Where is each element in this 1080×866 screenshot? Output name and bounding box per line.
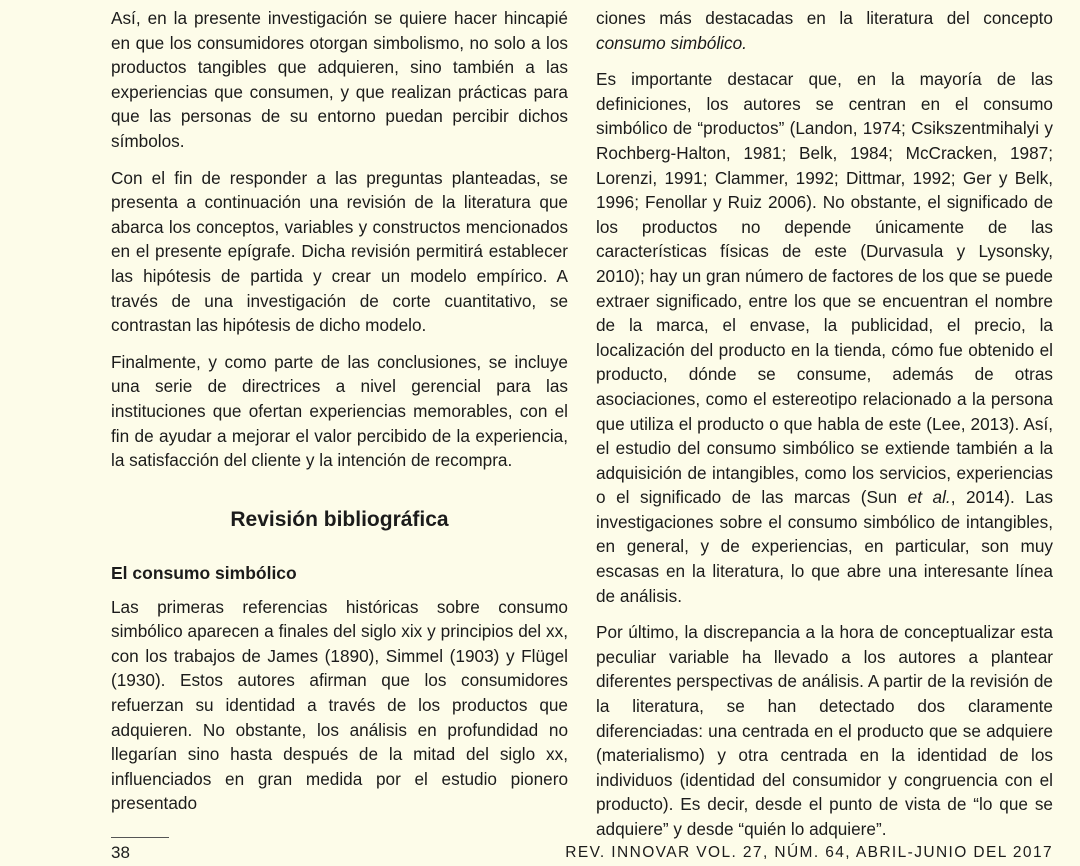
journal-reference: REV. INNOVAR VOL. 27, NÚM. 64, ABRIL-JUNIO DEL 2017: [565, 844, 1053, 861]
section-heading: Revisión bibliográfica: [230, 507, 449, 531]
paragraph: Las primeras referencias históricas sobre consumo simbólico aparecen a finales del siglo xix y principios del xx, con los trabajos de James (1890), Simmel (1903) y Flügel (1930). Estos autores afirman que los consumidores refuerzan su identidad a través de los productos que adquieren. No obstante, los análisis en profundidad no llegarían sino hasta después de la mitad del siglo xx, influenciados en gran medida por el estudio pionero presentado: [111, 596, 568, 814]
page-number: 38: [111, 843, 130, 862]
paragraph: Con el fin de responder a las preguntas planteadas, se presenta a continuación una revisión de la literatura que abarca los conceptos, variables y constructos mencionados en el presente epígrafe. Dicha revisión permitirá establecer las hipótesis de partida y crear un modelo empírico. A través de una investigación de corte cuantitativo, se contrastan las hipótesis de dicho modelo.: [111, 167, 568, 336]
paragraph-text: ciones más destacadas en la literatura del concepto: [596, 8, 1053, 28]
subsection-heading: El consumo simbólico: [111, 562, 297, 583]
paragraph-text: Es importante destacar que, en la mayoría de las definiciones, los autores se centran en el consumo simbólico de “productos” (Landon, 1974; Csikszentmihalyi y Rochberg-Halton, 1981; Belk, 1984; McCracken, 1987; Lorenzi, 1991; Clammer, 1992; Dittmar, 1992; Ger y Belk, 1996; Fenollar y Ruiz 2006). No obstante, el significado de los productos no depende únicamente de las características físicas de este (Durvasula y Lysonsky, 2010); hay un gran número de factores de los que se puede extraer significado, entre los que se encuentran el nombre de la marca, el envase, la publicidad, el precio, la localización del producto en la tienda, cómo fue obtenido el producto, dónde se consume, además de otras asociaciones, como el estereotipo relacionado a la persona que utiliza el producto o que habla de este (Lee, 2013). Así, el estudio del consumo simbólico se extiende también a la adquisición de intangibles, como los servicios, experiencias o el significado de las marcas (Sun: [596, 69, 1053, 508]
italic-citation: et al.: [907, 487, 951, 508]
right-column: [596, 6, 1053, 854]
paragraph-continued: [596, 6, 1053, 55]
italic-term: consumo simbólico.: [596, 32, 747, 53]
paragraph-text: , 2014). Las investigaciones sobre el consumo simbólico de intangibles, en general, y de experiencias, en particular, son muy escasas en la literatura, lo que abre una interesante línea de análisis.: [596, 487, 1053, 606]
paragraph: Así, en la presente investigación se quiere hacer hincapié en que los consumidores otorgan simbolismo, no solo a los productos tangibles que adquieren, sino también a las experiencias que consumen, y que realizan prácticas para que las personas de su entorno puedan percibir dichos símbolos.: [111, 8, 568, 151]
paragraph: Finalmente, y como parte de las conclusiones, se incluye una serie de directrices a nivel gerencial para las instituciones que ofertan experiencias memorables, con el fin de ayudar a mejorar el valor percibido de la experiencia, la satisfacción del cliente y la intención de recompra.: [111, 351, 568, 471]
footer-rule: [111, 837, 169, 838]
left-column: [111, 6, 568, 828]
paragraph: Por último, la discrepancia a la hora de conceptualizar esta peculiar variable ha llevado a los autores a plantear diferentes perspectivas de análisis. A partir de la revisión de la literatura, se han detectado dos claramente diferenciadas: una centrada en el producto que se adquiere (materialismo) y otra centrada en la identidad de los individuos (identidad del consumidor y congruencia con el producto). Es decir, desde el punto de vista de “lo que se adquiere” y desde “quién lo adquiere”.: [596, 622, 1053, 839]
paragraph: [596, 67, 1053, 608]
